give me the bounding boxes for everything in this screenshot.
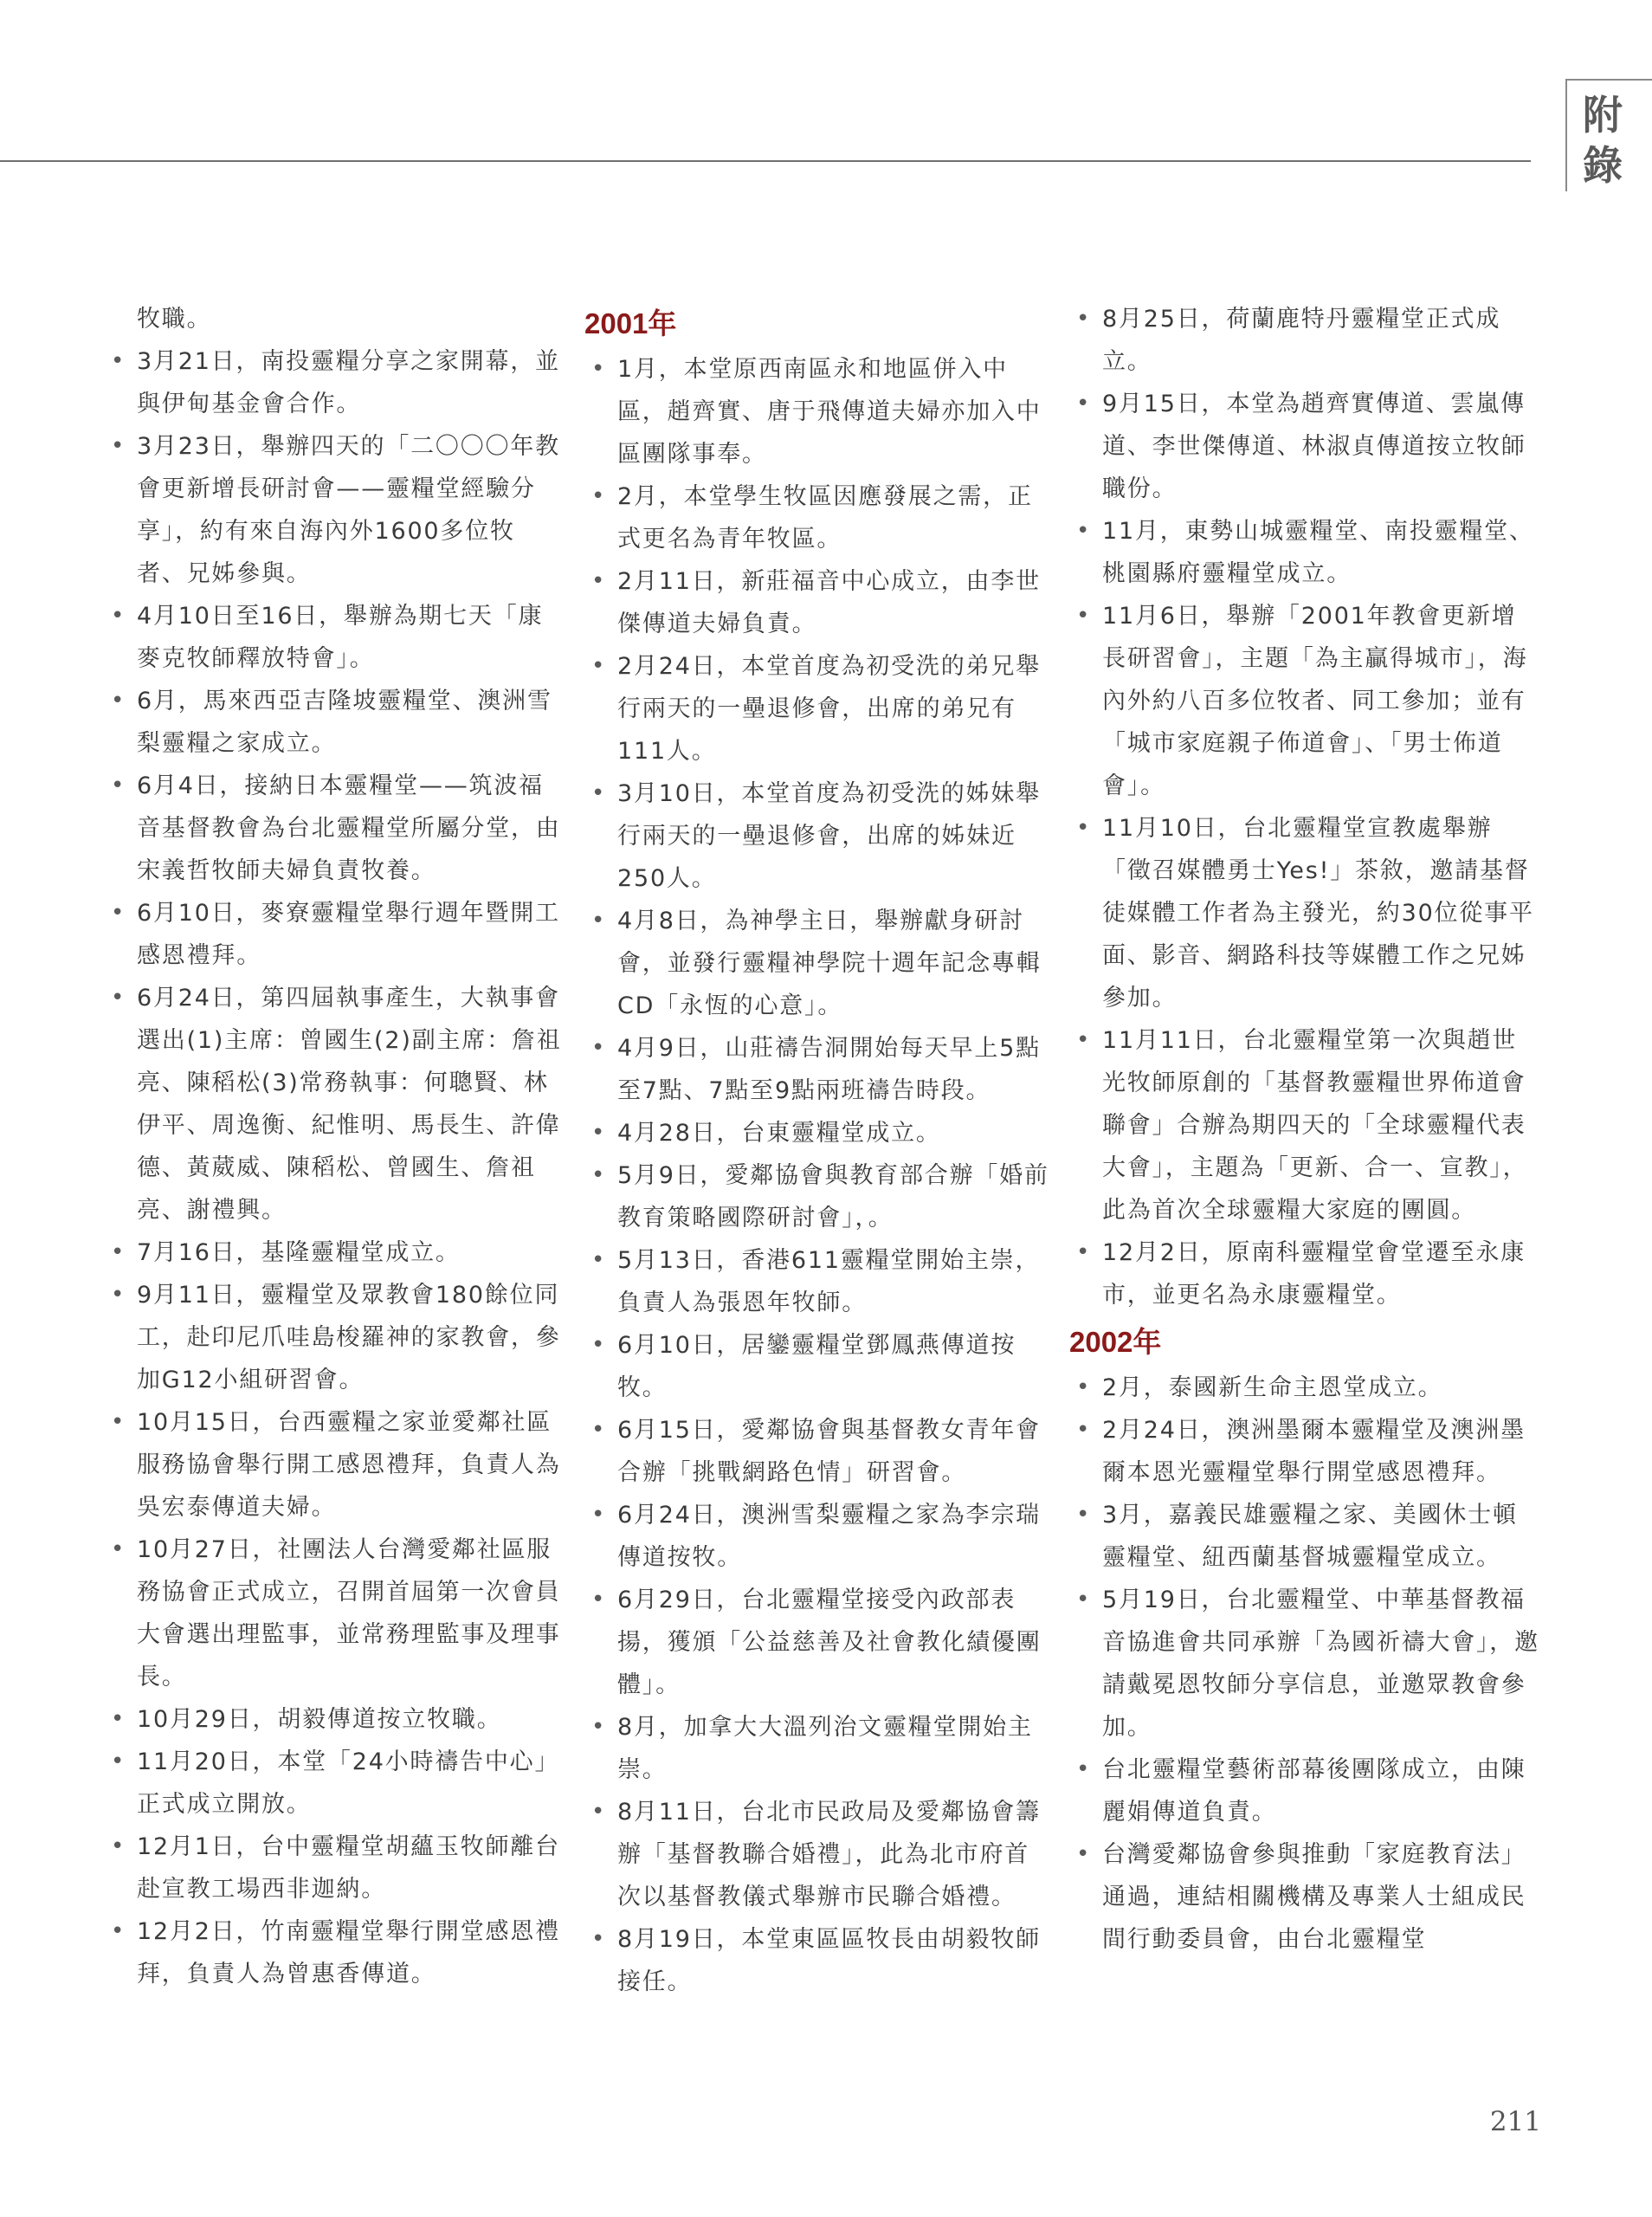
entry-text: 10月15日，台西靈糧之家並愛鄰社區服務協會舉行開工感恩禮拜，負責人為吳宏泰傳道夫婦。: [137, 1409, 561, 1521]
timeline-entry: [584, 1409, 1052, 1494]
timeline-entry: [1069, 1579, 1541, 1748]
timeline-entry: [1069, 298, 1541, 383]
bullet-icon: •: [591, 483, 605, 509]
bullet-icon: •: [591, 568, 605, 594]
timeline-entry: [584, 475, 1052, 560]
entry-text: 台北靈糧堂藝術部幕後團隊成立，由陳麗娟傳道負責。: [1102, 1756, 1526, 1826]
bullet-icon: •: [591, 780, 605, 806]
timeline-entry: [1069, 1748, 1541, 1833]
bullet-icon: •: [111, 348, 125, 374]
entry-text: 3月，嘉義民雄靈糧之家、美國休士頓靈糧堂、紐西蘭基督城靈糧堂成立。: [1102, 1502, 1518, 1571]
bullet-icon: •: [1076, 1374, 1090, 1400]
timeline-entry: [1069, 1494, 1541, 1579]
timeline-entry: [104, 1826, 563, 1910]
bullet-icon: •: [591, 1926, 605, 1952]
bullet-icon: •: [111, 1536, 125, 1562]
timeline-entry: [584, 1324, 1052, 1409]
timeline-entry: [1069, 595, 1541, 807]
timeline-entry: [104, 680, 563, 765]
bullet-icon: •: [111, 433, 125, 459]
bullet-icon: •: [111, 1409, 125, 1435]
bullet-icon: •: [591, 1332, 605, 1358]
timeline-entry: [584, 1154, 1052, 1239]
bullet-icon: •: [1076, 1587, 1090, 1613]
timeline-entry: [584, 1027, 1052, 1112]
entry-text: 12月2日，竹南靈糧堂舉行開堂感恩禮拜，負責人為曾惠香傳道。: [137, 1918, 560, 1988]
timeline-entry: [104, 1274, 563, 1401]
timeline-entry: [584, 348, 1052, 475]
page-number: 211: [1489, 2106, 1541, 2137]
entry-text: 2月11日，新莊福音中心成立，由李世傑傳道夫婦負責。: [617, 568, 1041, 637]
timeline-entry: [104, 340, 563, 425]
bullet-icon: •: [1076, 306, 1090, 332]
bullet-icon: •: [591, 356, 605, 382]
timeline-entry: [584, 560, 1052, 645]
timeline-entry: [584, 1112, 1052, 1154]
entry-text: 2月，本堂學生牧區因應發展之需，正式更名為青年牧區。: [617, 483, 1033, 553]
bullet-icon: •: [591, 1035, 605, 1061]
entry-text: 8月19日，本堂東區區牧長由胡毅牧師接任。: [617, 1926, 1041, 1995]
bullet-icon: •: [591, 1417, 605, 1443]
entry-text: 5月19日，台北靈糧堂、中華基督教福音協進會共同承辦「為國祈禱大會」，邀請戴冕恩牧師分享信息，並邀眾教會參加。: [1102, 1587, 1539, 1741]
timeline-entry: [1069, 1231, 1541, 1316]
tab-divider: [1565, 81, 1567, 191]
header-rule: [0, 160, 1531, 162]
timeline-entry: [104, 1741, 563, 1826]
entry-text: 11月6日，舉辦「2001年教會更新增長研習會」，主題「為主贏得城市」，海內外約八百多位牧者、同工參加；並有「城市家庭親子佈道會」、「男士佈道會」。: [1102, 603, 1528, 799]
column-1: [104, 298, 563, 1995]
entry-text: 2月24日，澳洲墨爾本靈糧堂及澳洲墨爾本恩光靈糧堂舉行開堂感恩禮拜。: [1102, 1417, 1526, 1486]
timeline-entry: [1069, 510, 1541, 595]
entry-text: 6月4日，接納日本靈糧堂——筑波福音基督教會為台北靈糧堂所屬分堂，由宋義哲牧師夫婦負責牧養。: [137, 772, 561, 884]
bullet-icon: •: [111, 1833, 125, 1859]
column-2: [584, 298, 1052, 2003]
entry-text: 3月10日，本堂首度為初受洗的姊妹舉行兩天的一壘退修會，出席的姊妹近250人。: [617, 780, 1041, 892]
entry-text: 5月9日，愛鄰協會與教育部合辦「婚前教育策略國際研討會」，。: [617, 1162, 1049, 1231]
bullet-icon: •: [1076, 603, 1090, 629]
entry-text: 12月2日，原南科靈糧堂會堂遷至永康市，並更名為永康靈糧堂。: [1102, 1239, 1526, 1309]
entry-text: 1月，本堂原西南區永和地區併入中區，趙齊實、唐于飛傳道夫婦亦加入中區團隊事奉。: [617, 356, 1042, 468]
timeline-entry: [584, 1494, 1052, 1579]
timeline-entry: [1069, 1367, 1541, 1409]
timeline-entry: [104, 892, 563, 977]
entry-text: 11月10日，台北靈糧堂宣教處舉辦「徵召媒體勇士Yes!」茶敘，邀請基督徒媒體工作者為主發光，約30位從事平面、影音、網路科技等媒體工作之兄姊參加。: [1102, 815, 1534, 1012]
entry-text: 3月23日，舉辦四天的「二〇〇〇年教會更新增長研討會——靈糧堂經驗分享」，約有來自海內外1600多位牧者、兄姊參與。: [137, 433, 560, 587]
bullet-icon: •: [591, 653, 605, 679]
entry-text: 6月15日，愛鄰協會與基督教女青年會合辦「挑戰網路色情」研習會。: [617, 1417, 1041, 1486]
entry-text: 6月29日，台北靈糧堂接受內政部表揚，獲頒「公益慈善及社會教化績優團體」。: [617, 1587, 1042, 1698]
entry-text: 6月，馬來西亞吉隆坡靈糧堂、澳洲雪梨靈糧之家成立。: [137, 688, 552, 757]
entry-text: 3月21日，南投靈糧分享之家開幕，並與伊甸基金會合作。: [137, 348, 560, 417]
entry-text: 11月，東勢山城靈糧堂、南投靈糧堂、桃園縣府靈糧堂成立。: [1102, 518, 1534, 587]
bullet-icon: •: [591, 1120, 605, 1146]
timeline-entry: [584, 1918, 1052, 2003]
entry-text: 6月24日，第四屆執事產生，大執事會選出(1)主席：曾國生(2)副主席：詹祖亮、陳稻松(3)常務執事：何聰賢、林伊平、周逸衡、紀惟明、馬長生、許偉德、黃葳威、陳稻松、曾國生、詹祖亮、謝禮興。: [137, 985, 562, 1224]
timeline-entry: [104, 1231, 563, 1274]
entry-text: 4月9日，山莊禱告洞開始每天早上5點至7點、7點至9點兩班禱告時段。: [617, 1035, 1041, 1104]
section-tab: 附 錄: [1583, 92, 1623, 189]
bullet-icon: •: [1076, 815, 1090, 841]
bullet-icon: •: [591, 1714, 605, 1740]
timeline-entry: [104, 977, 563, 1231]
entry-text: 5月13日，香港611靈糧堂開始主崇，負責人為張恩年牧師。: [617, 1247, 1041, 1316]
timeline-entry: [584, 645, 1052, 772]
entry-text: 8月，加拿大大溫列治文靈糧堂開始主崇。: [617, 1714, 1033, 1783]
bullet-icon: •: [1076, 391, 1090, 417]
entry-text: 6月10日，居鑾靈糧堂鄧鳳燕傳道按牧。: [617, 1332, 1016, 1401]
bullet-icon: •: [1076, 1756, 1090, 1782]
bullet-icon: •: [111, 1706, 125, 1732]
bullet-icon: •: [111, 1748, 125, 1774]
entry-text: 2月24日，本堂首度為初受洗的弟兄舉行兩天的一壘退修會，出席的弟兄有111人。: [617, 653, 1041, 765]
entry-text: 8月25日，荷蘭鹿特丹靈糧堂正式成立。: [1102, 306, 1501, 375]
bullet-icon: •: [111, 688, 125, 714]
entry-text: 台灣愛鄰協會參與推動「家庭教育法」通過，連結相關機構及專業人士組成民間行動委員會，由台北靈糧堂: [1102, 1841, 1526, 1953]
bullet-icon: •: [111, 1239, 125, 1265]
timeline-entry: [584, 1791, 1052, 1918]
entry-text: 6月24日，澳洲雪梨靈糧之家為李宗瑞傳道按牧。: [617, 1502, 1041, 1571]
timeline-entry: [1069, 807, 1541, 1019]
timeline-entry: [104, 765, 563, 892]
bullet-icon: •: [591, 908, 605, 934]
timeline-entry: [1069, 1019, 1541, 1231]
timeline-entry: [584, 1579, 1052, 1706]
bullet-icon: •: [111, 603, 125, 629]
timeline-entry: [104, 425, 563, 595]
entry-text: 4月28日，台東靈糧堂成立。: [617, 1120, 941, 1147]
bullet-icon: •: [1076, 1502, 1090, 1528]
bullet-icon: •: [591, 1247, 605, 1273]
entry-text: 12月1日，台中靈糧堂胡蘊玉牧師離台赴宣教工場西非迦納。: [137, 1833, 560, 1903]
entry-text: 7月16日，基隆靈糧堂成立。: [137, 1239, 461, 1266]
bullet-icon: •: [111, 1918, 125, 1944]
bullet-icon: •: [111, 985, 125, 1011]
bullet-icon: •: [111, 1282, 125, 1308]
entry-text: 11月11日，台北靈糧堂第一次與趙世光牧師原創的「基督教靈糧世界佈道會聯會」合辦為期四天的「全球靈糧代表大會」，主題為「更新、合一、宣教」，此為首次全球靈糧大家庭的團圓。: [1102, 1027, 1528, 1224]
entry-text: 9月11日，靈糧堂及眾教會180餘位同工，赴印尼爪哇島梭羅神的家教會，參加G12小組研習會。: [137, 1282, 561, 1393]
timeline-entry: [1069, 383, 1541, 510]
year-heading: 2001年: [584, 307, 677, 339]
year-heading: 2002年: [1069, 1326, 1162, 1358]
timeline-entry: [584, 900, 1052, 1027]
bullet-icon: •: [111, 900, 125, 926]
timeline-entry: [584, 1706, 1052, 1791]
entry-text: 2月，泰國新生命主恩堂成立。: [1102, 1374, 1443, 1401]
timeline-entry: [104, 1401, 563, 1529]
entry-text: 10月29日，胡毅傳道按立牧職。: [137, 1706, 502, 1733]
entry-text: 4月8日，為神學主日，舉辦獻身研討會，並發行靈糧神學院十週年記念專輯CD「永恆的心意」。: [617, 908, 1042, 1019]
bullet-icon: •: [591, 1799, 605, 1825]
timeline-entry: [584, 772, 1052, 900]
bullet-icon: •: [591, 1502, 605, 1528]
bullet-icon: •: [591, 1162, 605, 1188]
entry-text: 4月10日至16日，舉辦為期七天「康麥克牧師釋放特會」。: [137, 603, 544, 672]
bullet-icon: •: [1076, 1841, 1090, 1867]
bullet-icon: •: [1076, 1027, 1090, 1053]
bullet-icon: •: [591, 1587, 605, 1613]
tab-rule: [1565, 79, 1652, 81]
continued-text: 牧職。: [137, 306, 212, 333]
timeline-entry: [584, 1239, 1052, 1324]
entry-text: 8月11日，台北市民政局及愛鄰協會籌辦「基督教聯合婚禮」，此為北市府首次以基督教儀式舉辦市民聯合婚禮。: [617, 1799, 1041, 1910]
timeline-entry: [104, 1529, 563, 1698]
bullet-icon: •: [1076, 518, 1090, 544]
bullet-icon: •: [111, 772, 125, 798]
entry-text: 10月27日，社團法人台灣愛鄰社區服務協會正式成立，召開首屆第一次會員大會選出理監事，並常務理監事及理事長。: [137, 1536, 561, 1690]
timeline-entry: [104, 595, 563, 680]
column-3: [1069, 298, 1541, 1961]
entry-text: 11月20日，本堂「24小時禱告中心」正式成立開放。: [137, 1748, 560, 1818]
timeline-entry: [104, 1910, 563, 1995]
entry-text: 9月15日，本堂為趙齊實傳道、雲嵐傳道、李世傑傳道、林淑貞傳道按立牧師職份。: [1102, 391, 1526, 502]
bullet-icon: •: [1076, 1417, 1090, 1443]
entry-text: 6月10日，麥寮靈糧堂舉行週年暨開工感恩禮拜。: [137, 900, 560, 969]
bullet-icon: •: [1076, 1239, 1090, 1265]
timeline-entry: [1069, 1833, 1541, 1961]
timeline-entry: [1069, 1409, 1541, 1494]
timeline-entry: [104, 1698, 563, 1741]
